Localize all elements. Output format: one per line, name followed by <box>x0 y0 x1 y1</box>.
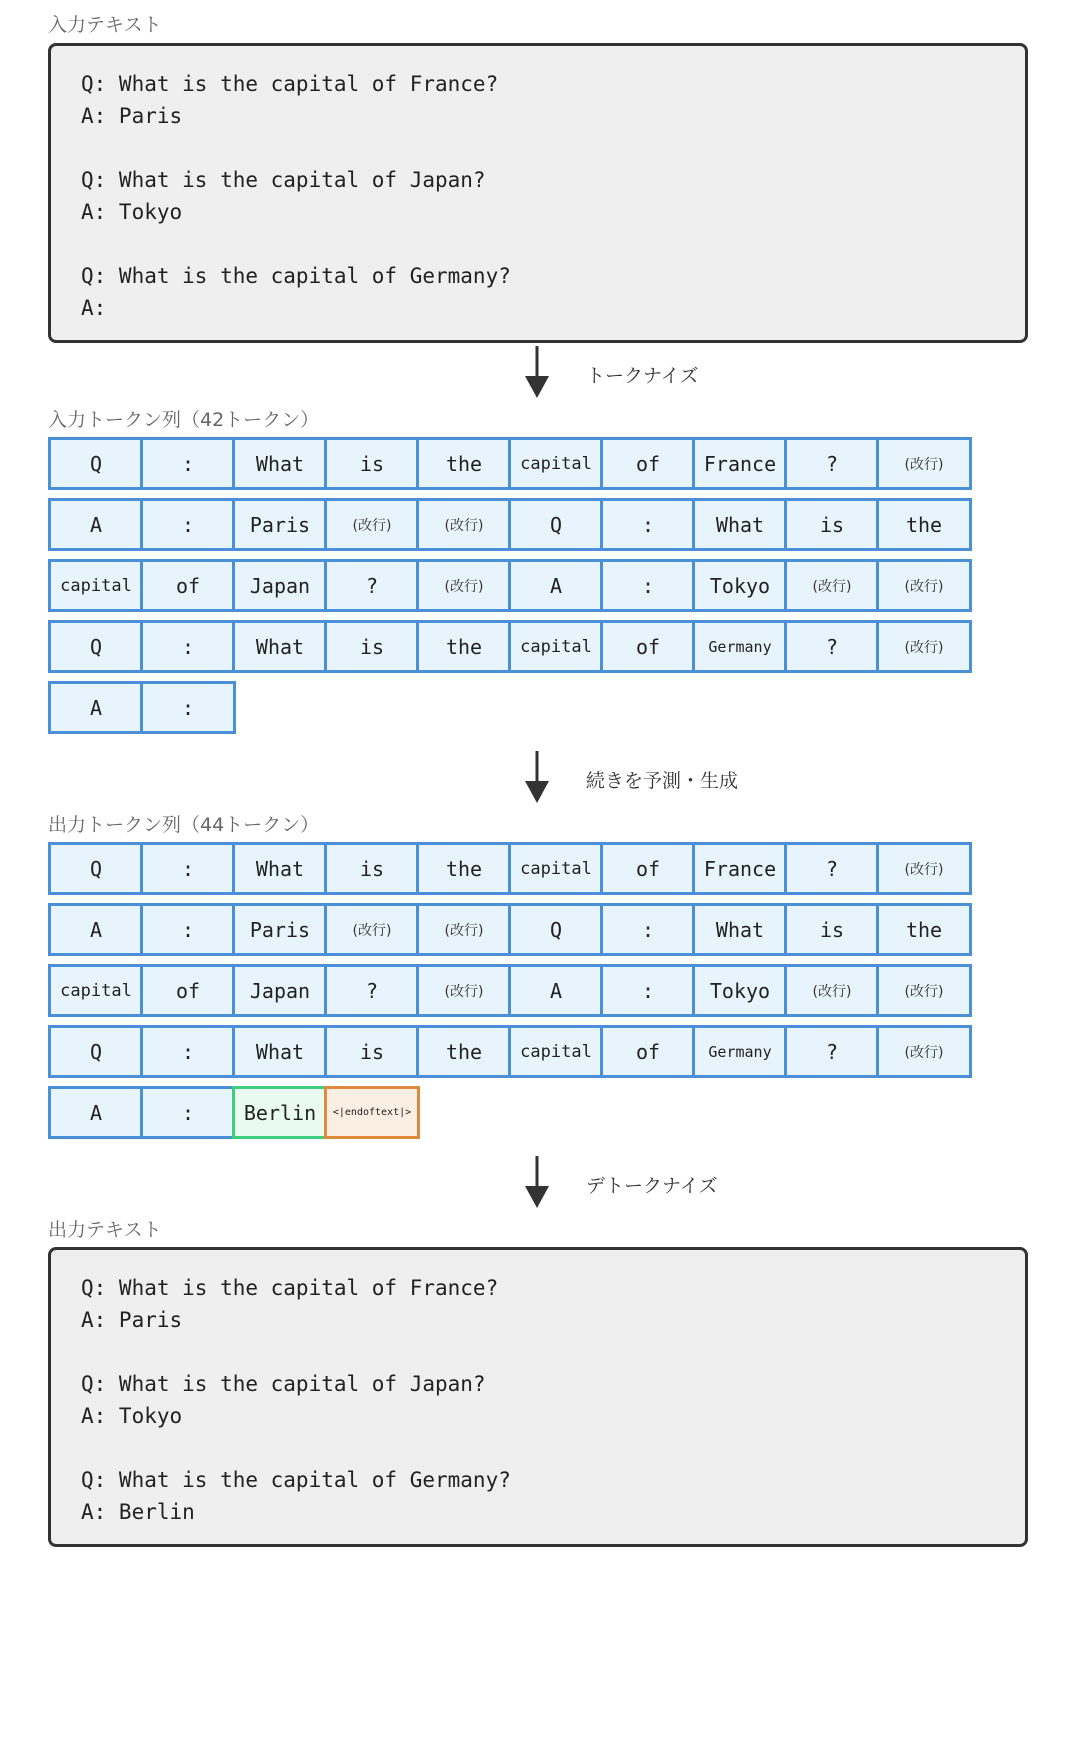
token: <|endoftext|> <box>324 1086 420 1139</box>
token: : <box>140 498 236 551</box>
token: capital <box>48 559 144 612</box>
token: What <box>692 498 788 551</box>
token: of <box>600 437 696 490</box>
detokenize-label: デトークナイズ <box>586 1175 718 1197</box>
token: capital <box>48 964 144 1017</box>
token: Q <box>48 437 144 490</box>
token: A <box>48 903 144 956</box>
output-tokens-label: 出力トークン列（44トークン） <box>48 814 320 836</box>
token: capital <box>508 437 604 490</box>
token: (改行) <box>876 842 972 895</box>
output-text-box <box>48 1247 1028 1547</box>
token: Paris <box>232 903 328 956</box>
token: the <box>416 1025 512 1078</box>
arrow-down-icon <box>522 751 552 805</box>
token: is <box>324 842 420 895</box>
token: ? <box>784 1025 880 1078</box>
token: (改行) <box>324 903 420 956</box>
token: Japan <box>232 964 328 1017</box>
token: of <box>140 559 236 612</box>
token: (改行) <box>784 964 880 1017</box>
input-text-lines <box>81 68 1025 324</box>
token: (改行) <box>876 1025 972 1078</box>
token: Tokyo <box>692 559 788 612</box>
token: is <box>324 437 420 490</box>
text-line: A: Paris <box>81 1308 183 1332</box>
token: : <box>140 1086 236 1139</box>
text-line <box>81 1336 1025 1368</box>
token: : <box>600 559 696 612</box>
token: What <box>232 620 328 673</box>
text-line: A: Berlin <box>81 1500 195 1524</box>
arrow-down-icon <box>522 1156 552 1210</box>
token: Germany <box>692 620 788 673</box>
token: (改行) <box>416 498 512 551</box>
token: (改行) <box>416 559 512 612</box>
output-token-grid <box>48 842 1068 1142</box>
token: What <box>232 842 328 895</box>
generate-label: 続きを予測・生成 <box>586 770 739 792</box>
token: ? <box>784 620 880 673</box>
token: Q <box>508 903 604 956</box>
text-line: A: <box>81 296 107 320</box>
token: Q <box>48 620 144 673</box>
input-text-label: 入力テキスト <box>48 14 162 36</box>
token: Q <box>48 1025 144 1078</box>
token: capital <box>508 842 604 895</box>
text-line: A: Tokyo <box>81 200 183 224</box>
token: : <box>600 903 696 956</box>
input-text-box <box>48 43 1028 343</box>
token: What <box>232 437 328 490</box>
token: Japan <box>232 559 328 612</box>
token: of <box>600 620 696 673</box>
token: A <box>508 964 604 1017</box>
token: : <box>140 437 236 490</box>
token: the <box>416 842 512 895</box>
token: France <box>692 437 788 490</box>
token: is <box>784 903 880 956</box>
token: is <box>324 1025 420 1078</box>
output-text-label: 出力テキスト <box>48 1219 162 1241</box>
token: : <box>140 903 236 956</box>
token: France <box>692 842 788 895</box>
text-line: Q: What is the capital of Japan? <box>81 168 486 192</box>
text-line: A: Tokyo <box>81 1404 183 1428</box>
token: A <box>48 1086 144 1139</box>
token: Berlin <box>232 1086 328 1139</box>
token: ? <box>324 559 420 612</box>
token: (改行) <box>416 903 512 956</box>
text-line <box>81 1432 1025 1464</box>
token: (改行) <box>876 964 972 1017</box>
token: Q <box>508 498 604 551</box>
output-text-lines <box>81 1272 1025 1528</box>
token: Tokyo <box>692 964 788 1017</box>
text-line: Q: What is the capital of France? <box>81 1276 499 1300</box>
text-line <box>81 228 1025 260</box>
input-tokens-label: 入力トークン列（42トークン） <box>48 409 320 431</box>
arrow-down-icon <box>522 346 552 400</box>
token: Paris <box>232 498 328 551</box>
token: (改行) <box>876 620 972 673</box>
token: : <box>600 964 696 1017</box>
token: the <box>876 903 972 956</box>
tokenize-label: トークナイズ <box>586 365 699 387</box>
token: the <box>876 498 972 551</box>
token: (改行) <box>324 498 420 551</box>
token: (改行) <box>416 964 512 1017</box>
token: A <box>508 559 604 612</box>
text-line <box>81 132 1025 164</box>
token: capital <box>508 1025 604 1078</box>
token: A <box>48 681 144 734</box>
token: What <box>232 1025 328 1078</box>
token: is <box>784 498 880 551</box>
text-line: Q: What is the capital of Germany? <box>81 1468 511 1492</box>
token: ? <box>324 964 420 1017</box>
text-line: Q: What is the capital of France? <box>81 72 499 96</box>
token: Q <box>48 842 144 895</box>
token: A <box>48 498 144 551</box>
token: Germany <box>692 1025 788 1078</box>
token: of <box>600 1025 696 1078</box>
token: : <box>140 842 236 895</box>
token: : <box>600 498 696 551</box>
token: capital <box>508 620 604 673</box>
token: (改行) <box>876 437 972 490</box>
token: (改行) <box>784 559 880 612</box>
token: is <box>324 620 420 673</box>
token: the <box>416 620 512 673</box>
token: the <box>416 437 512 490</box>
token: : <box>140 620 236 673</box>
token: ? <box>784 842 880 895</box>
token: : <box>140 1025 236 1078</box>
token: of <box>600 842 696 895</box>
input-token-grid <box>48 437 1068 737</box>
text-line: A: Paris <box>81 104 183 128</box>
text-line: Q: What is the capital of Japan? <box>81 1372 486 1396</box>
token: (改行) <box>876 559 972 612</box>
token: of <box>140 964 236 1017</box>
text-line: Q: What is the capital of Germany? <box>81 264 511 288</box>
token: : <box>140 681 236 734</box>
token: ? <box>784 437 880 490</box>
token: What <box>692 903 788 956</box>
